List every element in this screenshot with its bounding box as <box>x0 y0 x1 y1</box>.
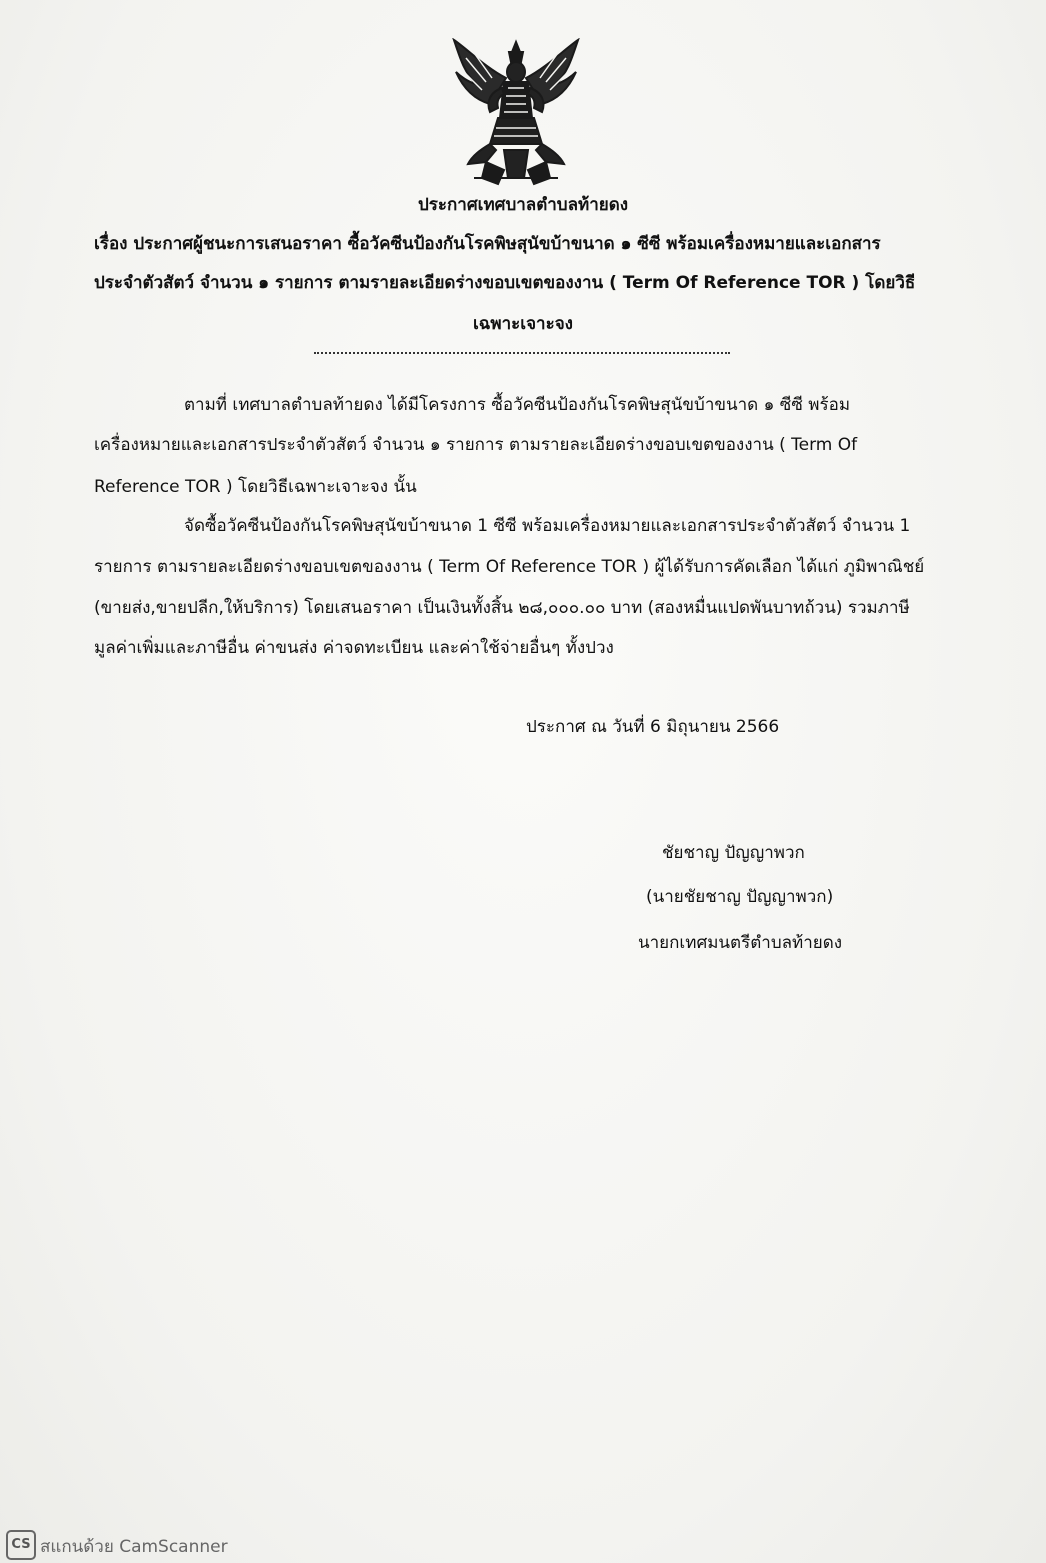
announcement-date: ประกาศ ณ วันที่ 6 มิถุนายน 2566 <box>526 717 780 737</box>
para2-line-3: (ขายส่ง,ขายปลีก,ให้บริการ) โดยเสนอราคา เป็นเงินทั้งสิ้น ๒๘,๐๐๐.๐๐ บาท (สองหมื่นแปดพันบาทถ้วน) รวมภาษี <box>94 598 910 618</box>
para1-line-2: เครื่องหมายและเอกสารประจำตัวสัตว์ จำนวน ๑ รายการ ตามรายละเอียดร่างขอบเขตของงาน ( Term Of <box>94 435 858 455</box>
subject-line-2: ประจำตัวสัตว์ จำนวน ๑ รายการ ตามรายละเอียดร่างขอบเขตของงาน ( Term Of Reference TOR ) โดยวิธี <box>94 273 916 293</box>
subject-line-3: เฉพาะเจาะจง <box>473 314 573 334</box>
signer-signed-name: ชัยชาญ ปัญญาพวก <box>662 843 805 863</box>
para2-line-1: จัดซื้อวัคซีนป้องกันโรคพิษสุนัขบ้าขนาด 1 ซีซี พร้อมเครื่องหมายและเอกสารประจำตัวสัตว์ จำนวน 1 <box>184 516 911 536</box>
camscanner-logo-icon: CS <box>6 1530 36 1560</box>
separator-line <box>314 352 730 354</box>
para1-line-1: ตามที่ เทศบาลตำบลท้ายดง ได้มีโครงการ ซื้อวัคซีนป้องกันโรคพิษสุนัขบ้าขนาด ๑ ซีซี พร้อม <box>184 395 851 415</box>
signer-position: นายกเทศมนตรีตำบลท้ายดง <box>638 933 843 953</box>
announcement-heading: ประกาศเทศบาลตำบลท้ายดง <box>417 195 629 215</box>
camscanner-watermark: สแกนด้วย CamScanner <box>40 1537 228 1557</box>
para2-line-2: รายการ ตามรายละเอียดร่างขอบเขตของงาน ( Term Of Reference TOR ) ผู้ได้รับการคัดเลือก ได้แก่ ภูมิพาณิชย์ <box>94 557 925 577</box>
subject-line-1: เรื่อง ประกาศผู้ชนะการเสนอราคา ซื้อวัคซีนป้องกันโรคพิษสุนัขบ้าขนาด ๑ ซีซี พร้อมเครื่องหมายและเอกสาร <box>94 234 881 254</box>
signer-full-name: (นายชัยชาญ ปัญญาพวก) <box>646 887 834 907</box>
para2-line-4: มูลค่าเพิ่มและภาษีอื่น ค่าขนส่ง ค่าจดทะเบียน และค่าใช้จ่ายอื่นๆ ทั้งปวง <box>94 638 614 658</box>
garuda-emblem <box>446 38 586 188</box>
para1-line-3: Reference TOR ) โดยวิธีเฉพาะเจาะจง นั้น <box>94 477 417 497</box>
